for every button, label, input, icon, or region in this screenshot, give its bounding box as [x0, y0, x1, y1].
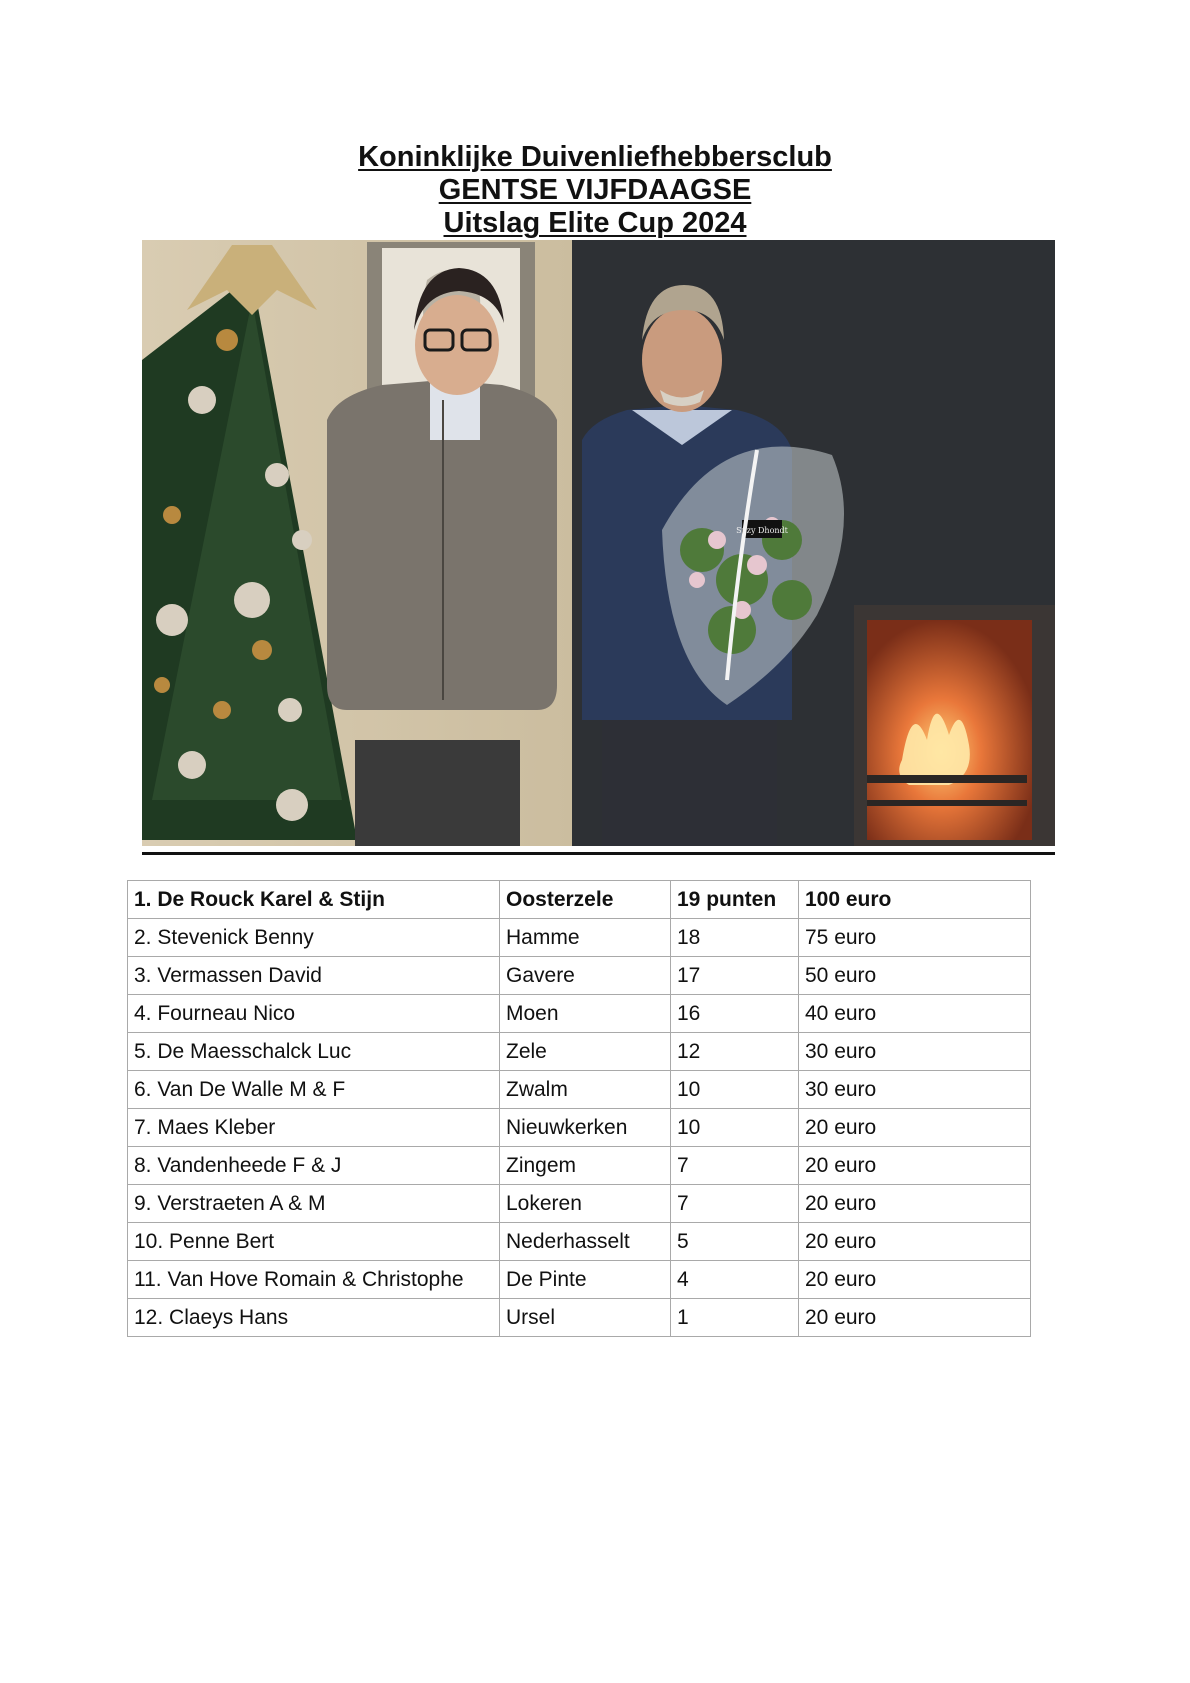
- participant-prize: 20 euro: [799, 1147, 1031, 1185]
- table-row: [128, 1071, 1031, 1109]
- participant-name: 8. Vandenheede F & J: [128, 1147, 500, 1185]
- participant-prize: 20 euro: [799, 1223, 1031, 1261]
- participant-points: 7: [671, 1147, 799, 1185]
- participant-name: 7. Maes Kleber: [128, 1109, 500, 1147]
- page-header: [0, 141, 1190, 240]
- club-name: Koninklijke Duivenliefhebbersclub: [358, 141, 832, 173]
- participant-location: Moen: [500, 995, 671, 1033]
- participant-location: Zingem: [500, 1147, 671, 1185]
- table-row: [128, 1299, 1031, 1337]
- participant-prize: 20 euro: [799, 1109, 1031, 1147]
- participant-points: 1: [671, 1299, 799, 1337]
- participant-name: 2. Stevenick Benny: [128, 919, 500, 957]
- participant-prize: 20 euro: [799, 1185, 1031, 1223]
- participant-name: 10. Penne Bert: [128, 1223, 500, 1261]
- participant-points: 4: [671, 1261, 799, 1299]
- table-row: [128, 1261, 1031, 1299]
- divider: [142, 852, 1055, 855]
- table-row: [128, 1147, 1031, 1185]
- participant-points: 17: [671, 957, 799, 995]
- participant-points: 18: [671, 919, 799, 957]
- participant-points: 16: [671, 995, 799, 1033]
- table-row: [128, 919, 1031, 957]
- table-row: [128, 995, 1031, 1033]
- participant-prize: 50 euro: [799, 957, 1031, 995]
- bouquet-tag: Suzy Dhondt: [736, 526, 788, 535]
- participant-location: Lokeren: [500, 1185, 671, 1223]
- results-table: [127, 880, 1031, 1337]
- table-row: [128, 1185, 1031, 1223]
- participant-location: Zele: [500, 1033, 671, 1071]
- participant-name: 9. Verstraeten A & M: [128, 1185, 500, 1223]
- participant-points: 7: [671, 1185, 799, 1223]
- table-row: [128, 957, 1031, 995]
- participant-name: 12. Claeys Hans: [128, 1299, 500, 1337]
- table-row: [128, 1033, 1031, 1071]
- participant-points: 19 punten: [671, 881, 799, 919]
- participant-location: Zwalm: [500, 1071, 671, 1109]
- winners-photo: [142, 240, 1055, 846]
- results-title: Uitslag Elite Cup 2024: [443, 207, 747, 239]
- participant-location: Hamme: [500, 919, 671, 957]
- participant-points: 12: [671, 1033, 799, 1071]
- participant-location: Nederhasselt: [500, 1223, 671, 1261]
- participant-points: 5: [671, 1223, 799, 1261]
- results-body: [128, 881, 1031, 1337]
- participant-prize: 100 euro: [799, 881, 1031, 919]
- participant-name: 4. Fourneau Nico: [128, 995, 500, 1033]
- participant-prize: 75 euro: [799, 919, 1031, 957]
- participant-name: 1. De Rouck Karel & Stijn: [128, 881, 500, 919]
- participant-location: Ursel: [500, 1299, 671, 1337]
- participant-points: 10: [671, 1071, 799, 1109]
- participant-location: Gavere: [500, 957, 671, 995]
- participant-points: 10: [671, 1109, 799, 1147]
- event-name: GENTSE VIJFDAAGSE: [438, 174, 752, 206]
- participant-name: 3. Vermassen David: [128, 957, 500, 995]
- participant-location: De Pinte: [500, 1261, 671, 1299]
- participant-prize: 30 euro: [799, 1033, 1031, 1071]
- table-row: [128, 1223, 1031, 1261]
- participant-prize: 40 euro: [799, 995, 1031, 1033]
- participant-prize: 20 euro: [799, 1261, 1031, 1299]
- participant-location: Nieuwkerken: [500, 1109, 671, 1147]
- table-row: [128, 881, 1031, 919]
- participant-prize: 30 euro: [799, 1071, 1031, 1109]
- participant-name: 11. Van Hove Romain & Christophe: [128, 1261, 500, 1299]
- table-row: [128, 1109, 1031, 1147]
- participant-location: Oosterzele: [500, 881, 671, 919]
- participant-name: 6. Van De Walle M & F: [128, 1071, 500, 1109]
- participant-prize: 20 euro: [799, 1299, 1031, 1337]
- participant-name: 5. De Maesschalck Luc: [128, 1033, 500, 1071]
